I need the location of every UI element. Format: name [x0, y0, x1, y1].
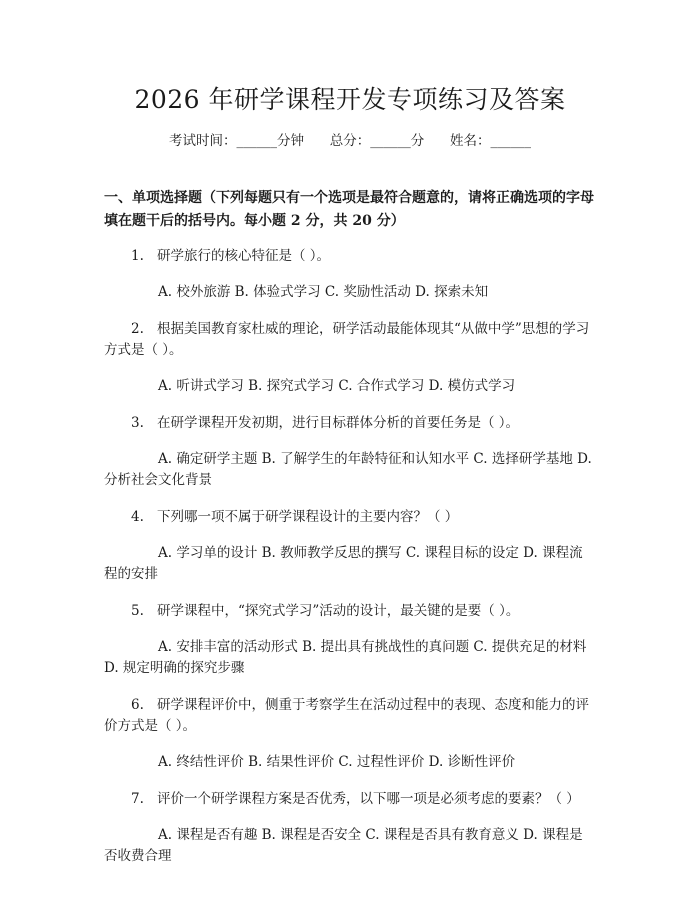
- question-text: 根据美国教育家杜威的理论，研学活动最能体现其“从做中学”思想的学习方式是（ ）。: [104, 321, 590, 358]
- question-list: [104, 246, 596, 867]
- question-number: 5.: [131, 603, 144, 619]
- question-stem: [104, 601, 596, 622]
- question-text: 研学课程评价中，侧重于考察学生在活动过程中的表现、态度和能力的评价方式是（ ）。: [104, 697, 589, 734]
- question-stem: [104, 319, 596, 361]
- question-text: 评价一个研学课程方案是否优秀，以下哪一项是必须考虑的要素？（ ）: [157, 791, 580, 807]
- question-item: [104, 601, 596, 679]
- question-item: [104, 789, 596, 867]
- question-stem: [104, 246, 596, 267]
- question-options: A. 校外旅游 B. 体验式学习 C. 奖励性活动 D. 探索未知: [158, 284, 489, 300]
- question-number: 3.: [131, 415, 144, 431]
- question-options: A. 确定研学主题 B. 了解学生的年龄特征和认知水平 C. 选择研学基地 D. 分析社会文化背景: [104, 451, 592, 488]
- question-item: [104, 413, 596, 491]
- question-stem: [104, 507, 596, 528]
- question-number: 2.: [131, 321, 144, 337]
- question-item: [104, 507, 596, 585]
- question-text: 研学旅行的核心特征是（ ）。: [157, 248, 331, 264]
- question-options: A. 听讲式学习 B. 探究式学习 C. 合作式学习 D. 模仿式学习: [158, 378, 516, 394]
- document-title: 2026 年研学课程开发专项练习及答案: [134, 85, 566, 114]
- question-options: A. 终结性评价 B. 结果性评价 C. 过程性评价 D. 诊断性评价: [158, 754, 516, 770]
- question-text: 研学课程中，“探究式学习”活动的设计，最关键的是要（ ）。: [157, 603, 520, 619]
- question-number: 6.: [131, 697, 144, 713]
- question-stem: [104, 789, 596, 810]
- question-number: 1.: [131, 248, 144, 264]
- section-heading: 一、单项选择题（下列每题只有一个选项是最符合题意的，请将正确选项的字母填在题干后的括号内。每小题 2 分，共 20 分）: [104, 190, 594, 229]
- question-text: 下列哪一项不属于研学课程设计的主要内容？（ ）: [157, 509, 459, 525]
- question-options: A. 学习单的设计 B. 教师教学反思的撰写 C. 课程目标的设定 D. 课程流程的安排: [104, 545, 583, 582]
- question-item: [104, 695, 596, 773]
- question-options: A. 课程是否有趣 B. 课程是否安全 C. 课程是否具有教育意义 D. 课程是否收费合理: [104, 827, 583, 864]
- question-options: A. 安排丰富的活动形式 B. 提出具有挑战性的真问题 C. 提供充足的材料 D. 规定明确的探究步骤: [104, 639, 587, 676]
- question-item: [104, 246, 596, 303]
- question-stem: [104, 695, 596, 737]
- question-number: 7.: [131, 791, 144, 807]
- question-text: 在研学课程开发初期，进行目标群体分析的首要任务是（ ）。: [157, 415, 520, 431]
- exam-info-line: 考试时间：______分钟 总分：______分 姓名：______: [169, 133, 531, 149]
- question-item: [104, 319, 596, 397]
- question-number: 4.: [131, 509, 144, 525]
- question-stem: [104, 413, 596, 434]
